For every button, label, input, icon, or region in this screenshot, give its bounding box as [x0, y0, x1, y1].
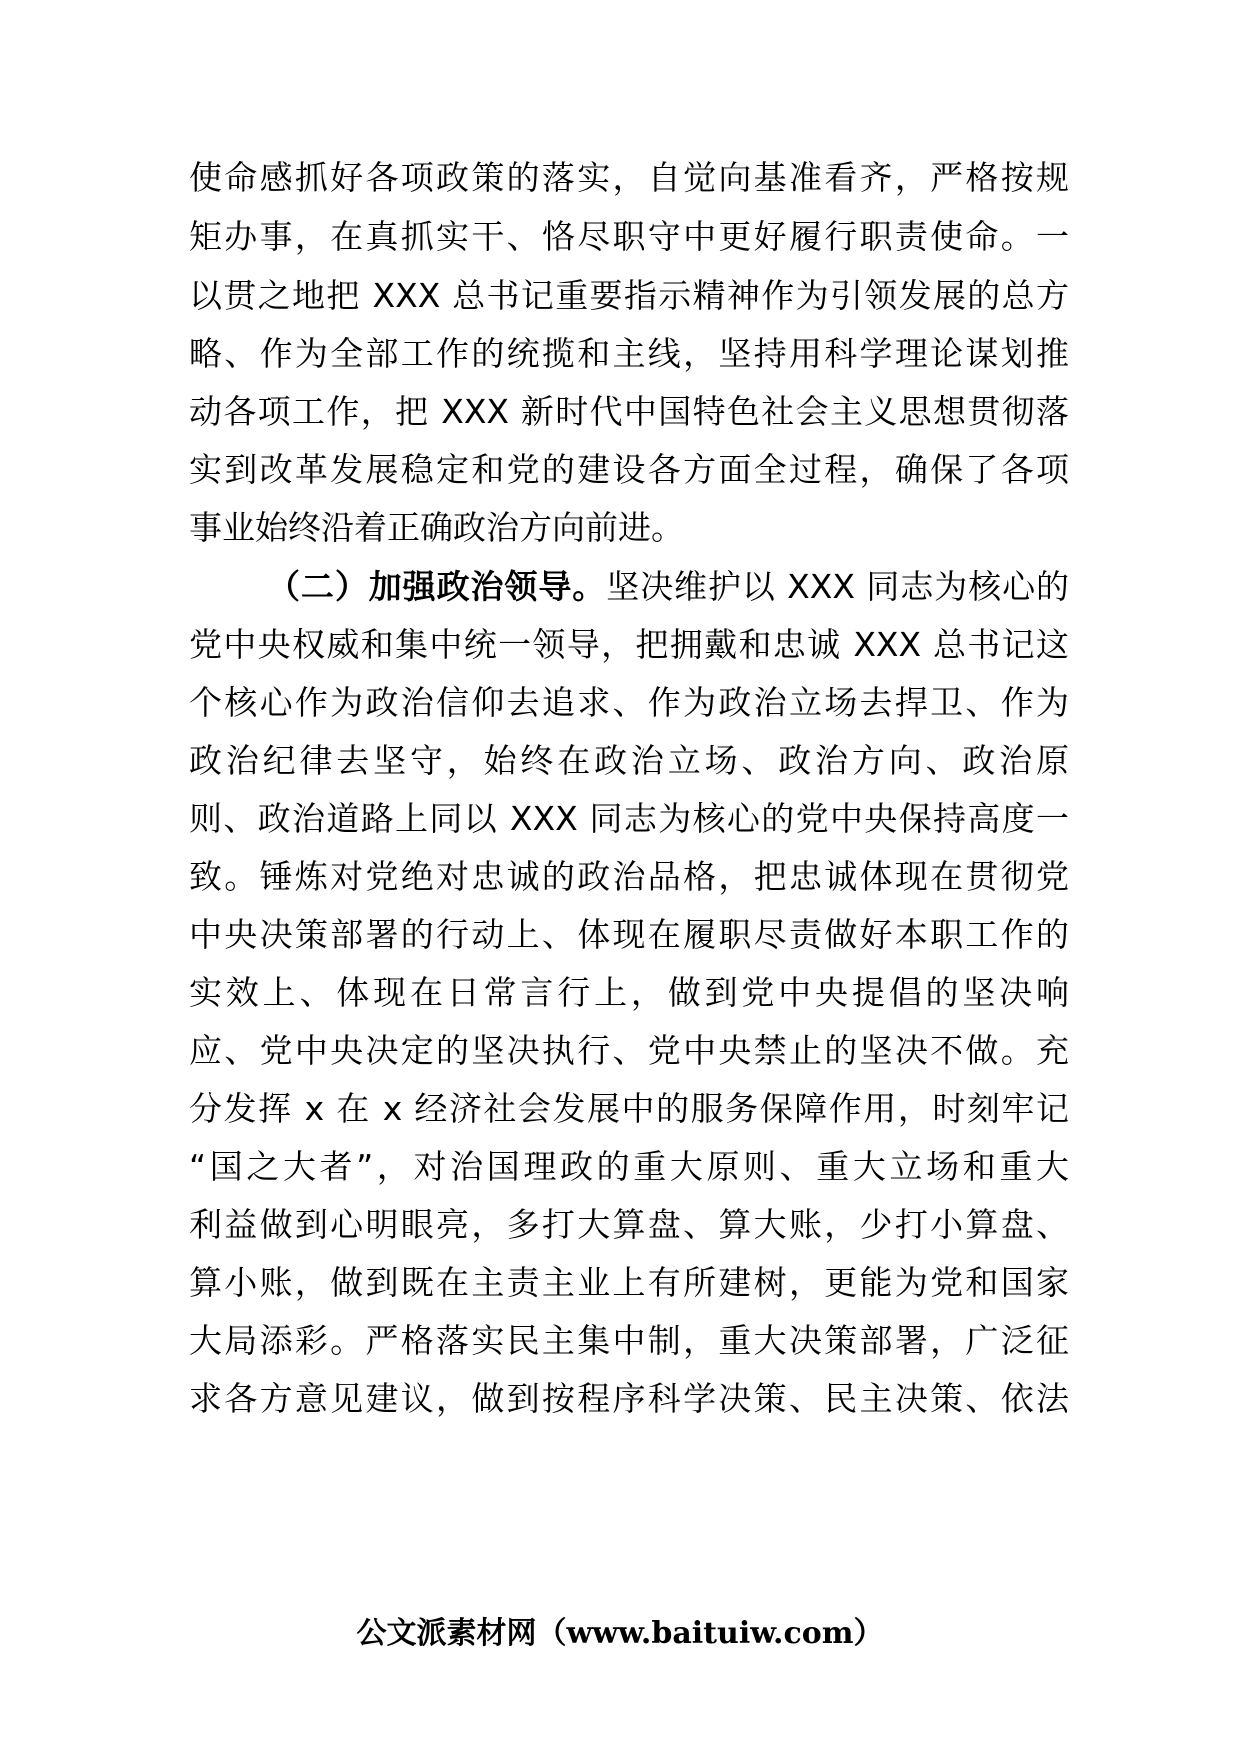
section-line: 政治纪律去坚守，始终在政治立场、政治方向、政治原: [189, 741, 1069, 780]
section-first-line-text: 坚决维护以 XXX 同志为核心的: [606, 567, 1069, 606]
footer-source: 公文派素材网（www.baituiw.com）: [356, 1616, 884, 1651]
section-line: 求各方意见建议，做到按程序科学决策、民主决策、依法: [189, 1379, 1069, 1418]
section-line: 个核心作为政治信仰去追求、作为政治立场去捍卫、作为: [189, 683, 1069, 722]
section-line: 则、政治道路上同以 XXX 同志为核心的党中央保持高度一: [189, 799, 1069, 838]
section-line: 利益做到心明眼亮，多打大算盘、算大账，少打小算盘、: [189, 1205, 1069, 1244]
section-line: 大局添彩。严格落实民主集中制，重大决策部署，广泛征: [189, 1321, 1069, 1360]
paragraph-line: 矩办事，在真抓实干、恪尽职守中更好履行职责使命。一: [189, 217, 1069, 256]
section-line: 算小账，做到既在主责主业上有所建树，更能为党和国家: [189, 1263, 1069, 1302]
section-line: 分发挥 x 在 x 经济社会发展中的服务保障作用，时刻牢记: [189, 1089, 1069, 1128]
section-line: 应、党中央决定的坚决执行、党中央禁止的坚决不做。充: [189, 1031, 1069, 1070]
section-line: 致。锤炼对党绝对忠诚的政治品格，把忠诚体现在贯彻党: [189, 857, 1069, 896]
section-line: 实效上、体现在日常言行上，做到党中央提倡的坚决响: [189, 973, 1069, 1012]
paragraph-line: 实到改革发展稳定和党的建设各方面全过程，确保了各项: [189, 450, 1069, 489]
section-first-line: [267, 555, 1069, 619]
paragraph-line: 使命感抓好各项政策的落实，自觉向基准看齐，严格按规: [189, 158, 1069, 197]
section-line: 党中央权威和集中统一领导，把拥戴和忠诚 XXX 总书记这: [189, 625, 1069, 664]
section-line: 中央决策部署的行动上、体现在履职尽责做好本职工作的: [189, 915, 1069, 954]
section-line: “国之大者”，对治国理政的重大原则、重大立场和重大: [189, 1147, 1069, 1186]
paragraph-line: 略、作为全部工作的统揽和主线，坚持用科学理论谋划推: [189, 334, 1069, 373]
paragraph-line: 事业始终沿着正确政治方向前进。: [189, 508, 684, 547]
paragraph-line: 以贯之地把 XXX 总书记重要指示精神作为引领发展的总方: [189, 276, 1069, 315]
section-heading: （二）加强政治领导。: [267, 567, 607, 606]
paragraph-line: 动各项工作，把 XXX 新时代中国特色社会主义思想贯彻落: [189, 392, 1069, 431]
